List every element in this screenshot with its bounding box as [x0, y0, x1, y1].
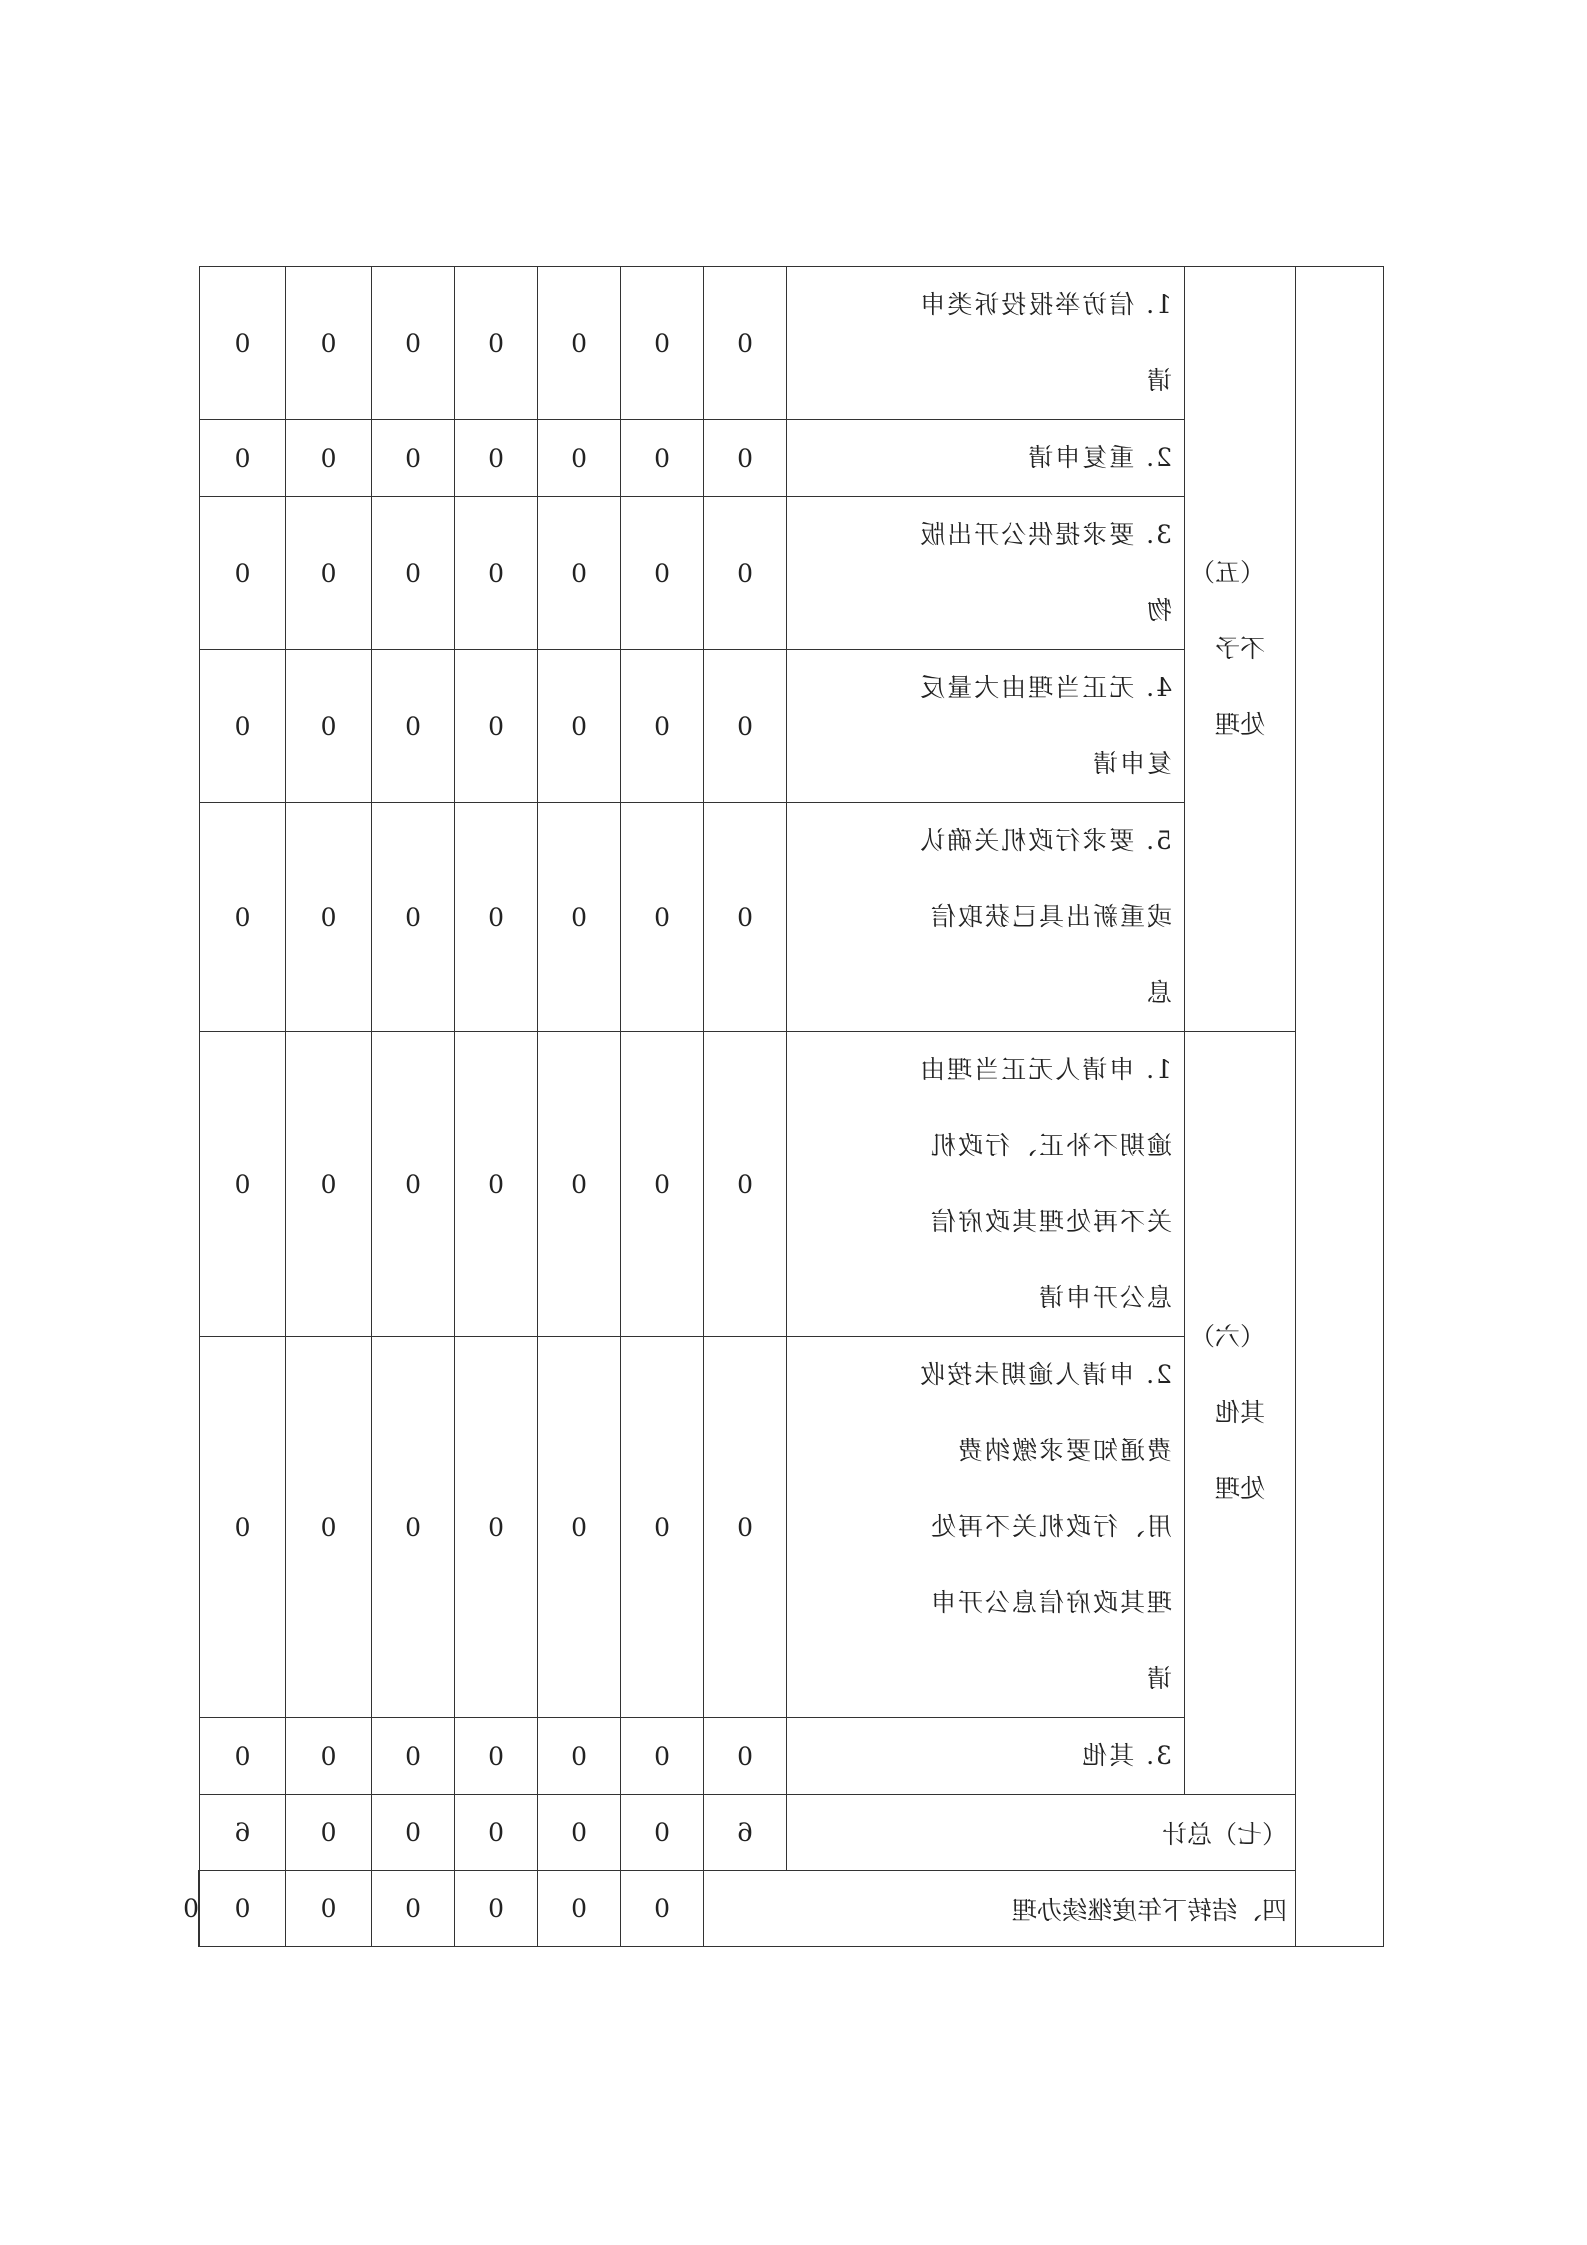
cell-value: 0 — [200, 420, 286, 497]
cell-value: 0 — [621, 1871, 704, 1947]
cell-value: 0 — [538, 803, 621, 1032]
table-row-total — [199, 1795, 1384, 1871]
cell-value: 0 — [286, 650, 372, 803]
cell-value: 0 — [621, 1337, 704, 1718]
total-label: （七）总计 — [787, 1795, 1296, 1871]
cell-value: 0 — [455, 1032, 538, 1337]
cell-value: 0 — [538, 267, 621, 420]
cell-value: 0 — [200, 803, 286, 1032]
cell-value: 0 — [455, 1337, 538, 1718]
cell-value: 0 — [372, 267, 455, 420]
cell-value: 0 — [621, 1718, 704, 1795]
cell-value: 0 — [372, 1795, 455, 1871]
cell-value: 0 — [286, 1795, 372, 1871]
cell-value: 0 — [538, 497, 621, 650]
cell-value: 0 — [704, 497, 787, 650]
cell-value: 0 — [286, 1032, 372, 1337]
cell-value: 0 — [286, 1337, 372, 1718]
cell-value: 0 — [621, 420, 704, 497]
cell-value: 0 — [372, 650, 455, 803]
statistics-table — [183, 266, 1384, 1947]
cell-value: 0 — [372, 803, 455, 1032]
cell-value: 0 — [286, 267, 372, 420]
cell-value: 0 — [372, 497, 455, 650]
table-row-carryover — [199, 1871, 1384, 1947]
cell-value: 0 — [372, 420, 455, 497]
cell-value: 0 — [200, 1337, 286, 1718]
cell-value: 0 — [455, 803, 538, 1032]
cell-value: 0 — [455, 420, 538, 497]
outer-category-blank — [1296, 267, 1384, 1947]
cell-value: 0 — [199, 1871, 200, 1947]
cell-value: 0 — [286, 420, 372, 497]
row-label: 2. 申请人逾期未按收费通知要求缴纳费用、行政机关不再处理其政府信息公开申请 — [787, 1337, 1185, 1718]
table-row — [199, 267, 1384, 420]
cell-value: 0 — [621, 650, 704, 803]
category-five-cell — [1185, 267, 1296, 1032]
row-label: 4. 无正当理由大量反复申请 — [787, 650, 1185, 803]
cell-value: 0 — [621, 1032, 704, 1337]
cell-value: 0 — [200, 1718, 286, 1795]
row-label: 2. 重复申请 — [787, 420, 1185, 497]
cell-value: 0 — [704, 420, 787, 497]
cell-value: 0 — [455, 497, 538, 650]
cell-value: 0 — [200, 650, 286, 803]
cell-value: 6 — [704, 1795, 787, 1871]
cell-value: 0 — [286, 1718, 372, 1795]
row-label: 1. 信访举报投诉类申请 — [787, 267, 1185, 420]
cell-value: 0 — [200, 267, 286, 420]
cell-value: 0 — [704, 1032, 787, 1337]
cell-value: 0 — [538, 1718, 621, 1795]
row-label: 3. 其他 — [787, 1718, 1185, 1795]
cell-value: 0 — [372, 1337, 455, 1718]
cell-value: 0 — [286, 1871, 372, 1947]
cell-value: 0 — [538, 1795, 621, 1871]
table-row — [199, 1032, 1384, 1337]
cell-value: 0 — [621, 497, 704, 650]
cell-value: 0 — [538, 1871, 621, 1947]
cell-value: 0 — [200, 497, 286, 650]
cell-value: 0 — [455, 1795, 538, 1871]
cell-value: 0 — [286, 497, 372, 650]
cell-value: 0 — [455, 1871, 538, 1947]
cell-value: 0 — [704, 803, 787, 1032]
cell-value: 6 — [200, 1795, 286, 1871]
cell-value: 0 — [704, 267, 787, 420]
cell-value: 0 — [704, 1718, 787, 1795]
cell-value: 0 — [538, 1337, 621, 1718]
cell-value: 0 — [538, 1032, 621, 1337]
cell-value: 0 — [704, 650, 787, 803]
category-six-cell — [1185, 1032, 1296, 1795]
carryover-label: 四、结转下年度继续办理 — [704, 1871, 1296, 1947]
cell-value: 0 — [538, 650, 621, 803]
category-five-label: （五）不予处理 — [1189, 558, 1265, 739]
cell-value: 0 — [621, 267, 704, 420]
cell-value: 0 — [704, 1337, 787, 1718]
row-label: 5. 要求行政机关确认或重新出具已获取信息 — [787, 803, 1185, 1032]
cell-value: 0 — [455, 267, 538, 420]
category-six-label: （六）其他处理 — [1189, 1322, 1265, 1503]
cell-value: 0 — [200, 1871, 286, 1947]
cell-value: 0 — [200, 1032, 286, 1337]
cell-value: 0 — [372, 1032, 455, 1337]
cell-value: 0 — [455, 1718, 538, 1795]
cell-value: 0 — [538, 420, 621, 497]
cell-value: 0 — [372, 1871, 455, 1947]
cell-value: 0 — [286, 803, 372, 1032]
cell-value: 0 — [621, 803, 704, 1032]
cell-value: 0 — [372, 1718, 455, 1795]
row-label: 3. 要求提供公开出版物 — [787, 497, 1185, 650]
cell-value: 0 — [455, 650, 538, 803]
row-label: 1. 申请人无正当理由逾期不补正、行政机关不再处理其政府信息公开申请 — [787, 1032, 1185, 1337]
cell-value: 0 — [621, 1795, 704, 1871]
